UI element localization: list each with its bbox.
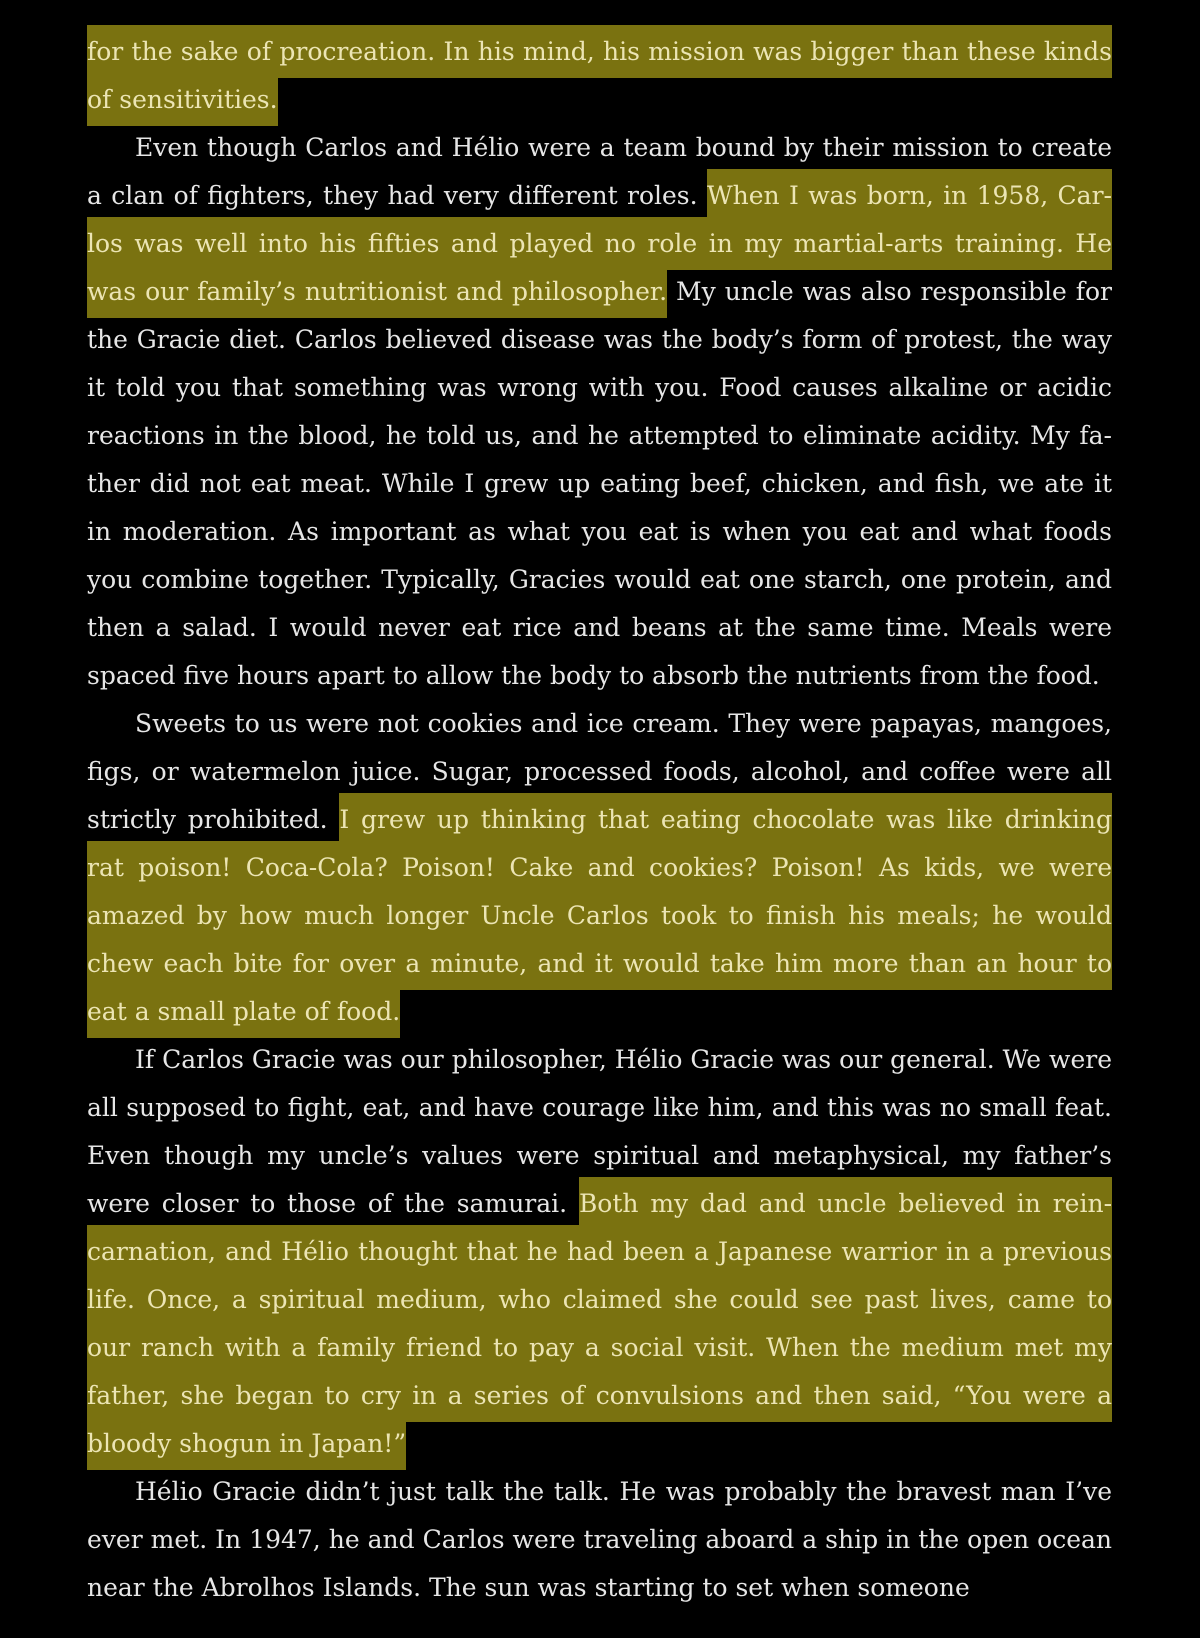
reader-page	[87, 28, 1112, 1612]
paragraph-5	[87, 1468, 1112, 1612]
highlighted-passage[interactable]: When I was born, in 1958, Carlos was well into his fifties and played no role in my martial-arts training. He was our family’s nutritionist and philosopher.	[87, 169, 1112, 318]
paragraph-3	[87, 700, 1112, 1036]
text-segment: Hélio Gracie didn’t just talk the talk. He was probably the bravest man I’ve ever met. In 1947, he and Carlos were traveling aboard a ship in the open ocean near the Abrolhos Islands. The sun was starting to set when someone	[87, 1477, 1112, 1602]
highlighted-passage[interactable]: I grew up thinking that eating chocolate was like drinking rat poison! Coca-Cola? Poison! Cake and cookies? Poison! As kids, we were amazed by how much longer Uncle Carlos took to finish his meals; he would chew each bite for over a minute, and it would take him more than an hour to eat a small plate of food.	[87, 793, 1112, 1038]
highlighted-passage[interactable]: for the sake of procreation. In his mind, his mission was bigger than these kinds of sensitivities.	[87, 25, 1112, 126]
text-segment: Sweets to us were not cookies and ice cream. They were papayas, mangoes, figs, or watermelon juice. Sugar, processed foods, alcohol, and coffee were all strictly prohibited.	[87, 709, 1112, 834]
text-segment: Even though Carlos and Hélio were a team bound by their mission to create a clan of fighters, they had very different roles.	[87, 133, 1112, 210]
paragraph-4	[87, 1036, 1112, 1468]
text-segment: If Carlos Gracie was our philosopher, Hélio Gracie was our general. We were all supposed to fight, eat, and have courage like him, and this was no small feat. Even though my uncle’s values were spiritual and metaphysical, my father’s were closer to those of the samurai.	[87, 1045, 1112, 1218]
paragraph-2	[87, 124, 1112, 700]
paragraph-1	[87, 28, 1112, 124]
text-segment: My uncle was also responsible for the Gracie diet. Carlos believed disease was the body’s form of protest, the way it told you that something was wrong with you. Food causes alkaline or acidic reactions in the blood, he told us, and he attempted to eliminate acidity. My father did not eat meat. While I grew up eating beef, chicken, and fish, we ate it in moderation. As important as what you eat is when you eat and what foods you combine together. Typically, Gracies would eat one starch, one protein, and then a salad. I would never eat rice and beans at the same time. Meals were spaced five hours apart to allow the body to absorb the nutrients from the food.	[87, 277, 1112, 690]
highlighted-passage[interactable]: Both my dad and uncle believed in reincarnation, and Hélio thought that he had been a Japanese warrior in a previous life. Once, a spiritual medium, who claimed she could see past lives, came to our ranch with a family friend to pay a social visit. When the medium met my father, she began to cry in a series of convulsions and then said, “You were a bloody shogun in Japan!”	[87, 1177, 1112, 1470]
